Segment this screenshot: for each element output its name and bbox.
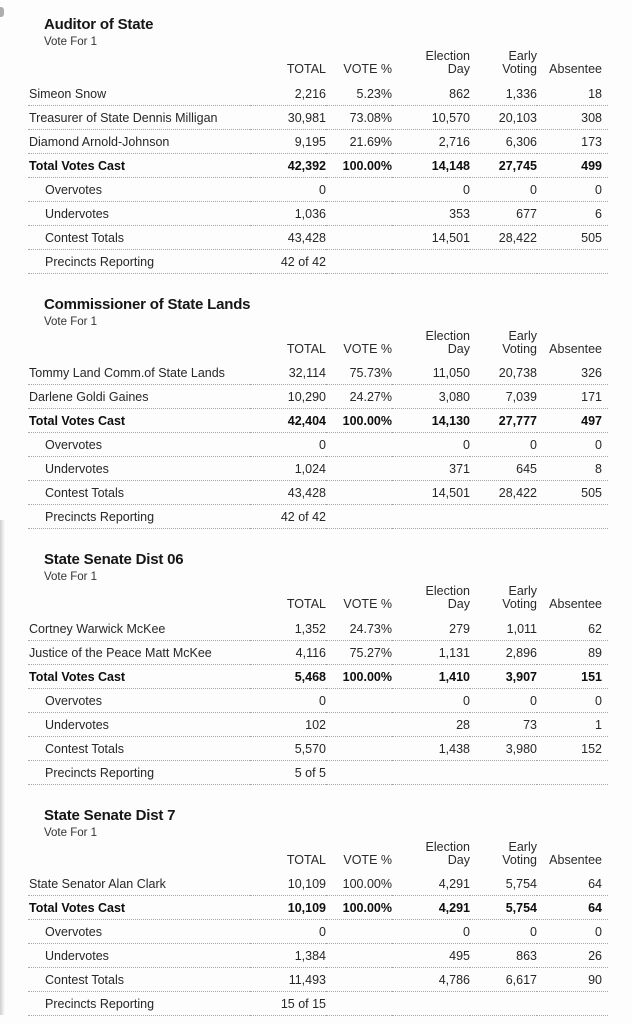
column-header-line: Day bbox=[447, 62, 470, 76]
cell-early-voting: 677 bbox=[470, 201, 537, 225]
cell-absentee: 151 bbox=[537, 664, 608, 688]
cell-total: 15 of 15 bbox=[250, 992, 326, 1016]
cell-total: 30,981 bbox=[250, 105, 326, 129]
result-row bbox=[28, 664, 608, 688]
cell-early-voting: 3,907 bbox=[470, 664, 537, 688]
cell-vote-percent bbox=[326, 433, 392, 457]
cell-vote-percent bbox=[326, 920, 392, 944]
cell-election-day: 1,438 bbox=[392, 736, 470, 760]
cell-vote-percent bbox=[326, 457, 392, 481]
row-label: Total Votes Cast bbox=[28, 896, 250, 920]
cell-early-voting bbox=[470, 505, 537, 529]
column-header-early-voting bbox=[470, 841, 537, 872]
cell-vote-percent bbox=[326, 225, 392, 249]
cell-total: 5,570 bbox=[250, 736, 326, 760]
cell-vote-percent bbox=[326, 688, 392, 712]
row-label: Cortney Warwick McKee bbox=[28, 616, 250, 640]
column-header-vote-percent bbox=[326, 585, 392, 616]
result-row bbox=[28, 736, 608, 760]
cell-election-day: 4,291 bbox=[392, 872, 470, 896]
result-row bbox=[28, 712, 608, 736]
cell-total: 32,114 bbox=[250, 361, 326, 385]
row-label: Undervotes bbox=[28, 712, 250, 736]
row-label: Contest Totals bbox=[28, 736, 250, 760]
result-row bbox=[28, 81, 608, 105]
vote-for-label: Vote For 1 bbox=[44, 571, 98, 583]
cell-early-voting: 863 bbox=[470, 944, 537, 968]
cell-total: 5,468 bbox=[250, 664, 326, 688]
cell-election-day: 371 bbox=[392, 457, 470, 481]
vote-for-label: Vote For 1 bbox=[44, 826, 98, 839]
column-header-line: Election bbox=[425, 49, 470, 63]
cell-total: 10,109 bbox=[250, 896, 326, 920]
results-table bbox=[28, 841, 608, 1017]
header-row bbox=[28, 50, 608, 81]
column-header-line: Election bbox=[425, 584, 470, 598]
cell-absentee: 173 bbox=[537, 129, 608, 153]
result-row bbox=[28, 920, 608, 944]
column-header-line: Voting bbox=[502, 62, 537, 76]
cell-vote-percent bbox=[326, 201, 392, 225]
cell-vote-percent: 24.73% bbox=[326, 616, 392, 640]
cell-early-voting bbox=[470, 760, 537, 784]
cell-vote-percent bbox=[326, 992, 392, 1016]
cell-total: 102 bbox=[250, 712, 326, 736]
result-row bbox=[28, 361, 608, 385]
cell-election-day: 4,291 bbox=[392, 896, 470, 920]
column-header-line: Absentee bbox=[549, 341, 602, 356]
result-row bbox=[28, 457, 608, 481]
result-row bbox=[28, 944, 608, 968]
cell-early-voting bbox=[470, 992, 537, 1016]
cell-vote-percent: 75.27% bbox=[326, 640, 392, 664]
results-body bbox=[28, 361, 608, 529]
cell-early-voting: 0 bbox=[470, 920, 537, 944]
row-label: Contest Totals bbox=[28, 968, 250, 992]
cell-vote-percent: 73.08% bbox=[326, 105, 392, 129]
cell-election-day: 279 bbox=[392, 616, 470, 640]
cell-absentee bbox=[537, 505, 608, 529]
contest-section bbox=[0, 806, 632, 1017]
result-row bbox=[28, 968, 608, 992]
column-header-line: VOTE % bbox=[343, 597, 392, 611]
cell-absentee bbox=[537, 992, 608, 1016]
cell-election-day bbox=[392, 249, 470, 273]
result-row bbox=[28, 481, 608, 505]
cell-election-day: 1,131 bbox=[392, 640, 470, 664]
cell-absentee: 8 bbox=[537, 457, 608, 481]
cell-election-day: 0 bbox=[392, 688, 470, 712]
cell-election-day: 10,570 bbox=[392, 105, 470, 129]
row-label: Precincts Reporting bbox=[28, 760, 250, 784]
row-label: Undervotes bbox=[28, 944, 250, 968]
row-label: Overvotes bbox=[28, 688, 250, 712]
column-header-line: Early bbox=[508, 328, 537, 343]
cell-election-day bbox=[392, 760, 470, 784]
cell-total: 11,493 bbox=[250, 968, 326, 992]
cell-absentee: 0 bbox=[537, 688, 608, 712]
cell-election-day: 3,080 bbox=[392, 385, 470, 409]
column-header-line: Election bbox=[425, 328, 470, 343]
result-row bbox=[28, 201, 608, 225]
column-header-absentee bbox=[537, 50, 608, 81]
column-header-total bbox=[250, 841, 326, 872]
column-header-line: VOTE % bbox=[343, 852, 392, 867]
column-header-vote-percent bbox=[326, 841, 392, 872]
row-label: Diamond Arnold-Johnson bbox=[28, 129, 250, 153]
cell-absentee: 6 bbox=[537, 201, 608, 225]
cell-absentee bbox=[537, 249, 608, 273]
cell-absentee: 505 bbox=[537, 481, 608, 505]
section-title: State Senate Dist 7 bbox=[44, 806, 176, 824]
row-label: Contest Totals bbox=[28, 481, 250, 505]
column-header-line: TOTAL bbox=[286, 341, 326, 356]
row-label: Justice of the Peace Matt McKee bbox=[28, 640, 250, 664]
results-body bbox=[28, 81, 608, 273]
cell-vote-percent bbox=[326, 968, 392, 992]
cell-total: 43,428 bbox=[250, 225, 326, 249]
header-label-spacer bbox=[28, 585, 250, 616]
cell-absentee: 0 bbox=[537, 433, 608, 457]
result-row bbox=[28, 409, 608, 433]
column-header-election-day bbox=[392, 50, 470, 81]
column-header-total bbox=[250, 330, 326, 361]
cell-early-voting bbox=[470, 249, 537, 273]
column-header-line: TOTAL bbox=[286, 852, 326, 867]
cell-early-voting: 6,306 bbox=[470, 129, 537, 153]
cell-vote-percent: 100.00% bbox=[326, 896, 392, 920]
cell-absentee: 499 bbox=[537, 153, 608, 177]
row-label: Total Votes Cast bbox=[28, 664, 250, 688]
column-header-early-voting bbox=[470, 585, 537, 616]
cell-election-day: 14,130 bbox=[392, 409, 470, 433]
row-label: Total Votes Cast bbox=[28, 409, 250, 433]
cell-election-day bbox=[392, 992, 470, 1016]
cell-total: 0 bbox=[250, 920, 326, 944]
cell-absentee: 62 bbox=[537, 616, 608, 640]
column-header-line: Absentee bbox=[549, 597, 602, 611]
header-row bbox=[28, 330, 608, 361]
section-title: State Senate Dist 06 bbox=[44, 551, 184, 568]
result-row bbox=[28, 177, 608, 201]
row-label: Darlene Goldi Gaines bbox=[28, 385, 250, 409]
result-row bbox=[28, 225, 608, 249]
result-row bbox=[28, 992, 608, 1016]
cell-total: 4,116 bbox=[250, 640, 326, 664]
cell-early-voting: 7,039 bbox=[470, 385, 537, 409]
cell-absentee: 152 bbox=[537, 736, 608, 760]
results-table bbox=[28, 50, 608, 274]
cell-total: 43,428 bbox=[250, 481, 326, 505]
cell-early-voting: 20,738 bbox=[470, 361, 537, 385]
cell-vote-percent bbox=[326, 736, 392, 760]
row-label: Simeon Snow bbox=[28, 81, 250, 105]
header-row bbox=[28, 841, 608, 872]
result-row bbox=[28, 153, 608, 177]
header-label-spacer bbox=[28, 50, 250, 81]
cell-election-day: 4,786 bbox=[392, 968, 470, 992]
section-title: Auditor of State bbox=[44, 16, 154, 33]
cell-absentee bbox=[537, 760, 608, 784]
row-label: Total Votes Cast bbox=[28, 153, 250, 177]
column-header-election-day bbox=[392, 841, 470, 872]
cell-absentee: 64 bbox=[537, 896, 608, 920]
row-label: Undervotes bbox=[28, 201, 250, 225]
column-header-line: Absentee bbox=[549, 62, 602, 76]
cell-absentee: 89 bbox=[537, 640, 608, 664]
cell-absentee: 18 bbox=[537, 81, 608, 105]
cell-total: 10,109 bbox=[250, 872, 326, 896]
cell-election-day: 11,050 bbox=[392, 361, 470, 385]
row-label: Precincts Reporting bbox=[28, 505, 250, 529]
cell-election-day: 2,716 bbox=[392, 129, 470, 153]
cell-early-voting: 0 bbox=[470, 177, 537, 201]
cell-vote-percent bbox=[326, 712, 392, 736]
column-header-total bbox=[250, 50, 326, 81]
contest-section bbox=[0, 15, 632, 274]
cell-election-day: 862 bbox=[392, 81, 470, 105]
cell-vote-percent: 21.69% bbox=[326, 129, 392, 153]
result-row bbox=[28, 129, 608, 153]
result-row bbox=[28, 640, 608, 664]
cell-absentee: 26 bbox=[537, 944, 608, 968]
cell-absentee: 505 bbox=[537, 225, 608, 249]
column-header-line: Day bbox=[447, 341, 470, 356]
cell-absentee: 0 bbox=[537, 920, 608, 944]
header-label-spacer bbox=[28, 841, 250, 872]
header-label-spacer bbox=[28, 330, 250, 361]
column-header-line: Early bbox=[508, 584, 537, 598]
cell-early-voting: 28,422 bbox=[470, 225, 537, 249]
column-header-election-day bbox=[392, 585, 470, 616]
result-row bbox=[28, 505, 608, 529]
cell-absentee: 64 bbox=[537, 872, 608, 896]
result-row bbox=[28, 896, 608, 920]
results-body bbox=[28, 872, 608, 1016]
column-header-line: Voting bbox=[502, 852, 537, 867]
cell-election-day: 0 bbox=[392, 177, 470, 201]
results-table bbox=[28, 330, 608, 530]
result-row bbox=[28, 688, 608, 712]
column-header-vote-percent bbox=[326, 50, 392, 81]
cell-absentee: 90 bbox=[537, 968, 608, 992]
column-header-line: Day bbox=[447, 852, 470, 867]
cell-absentee: 497 bbox=[537, 409, 608, 433]
cell-total: 42,404 bbox=[250, 409, 326, 433]
cell-early-voting: 645 bbox=[470, 457, 537, 481]
result-row bbox=[28, 872, 608, 896]
contest-section bbox=[0, 550, 632, 785]
header-row bbox=[28, 585, 608, 616]
cell-total: 42 of 42 bbox=[250, 505, 326, 529]
cell-vote-percent bbox=[326, 760, 392, 784]
column-header-early-voting bbox=[470, 50, 537, 81]
column-header-election-day bbox=[392, 330, 470, 361]
cell-absentee: 308 bbox=[537, 105, 608, 129]
cell-absentee: 0 bbox=[537, 177, 608, 201]
column-header-line: Election bbox=[425, 839, 470, 854]
column-header-absentee bbox=[537, 585, 608, 616]
cell-total: 9,195 bbox=[250, 129, 326, 153]
cell-absentee: 171 bbox=[537, 385, 608, 409]
cell-election-day bbox=[392, 505, 470, 529]
cell-early-voting: 20,103 bbox=[470, 105, 537, 129]
cell-absentee: 326 bbox=[537, 361, 608, 385]
cell-election-day: 495 bbox=[392, 944, 470, 968]
column-header-line: Day bbox=[447, 597, 470, 611]
column-header-line: TOTAL bbox=[286, 62, 326, 76]
cell-total: 1,352 bbox=[250, 616, 326, 640]
cell-vote-percent bbox=[326, 481, 392, 505]
cell-election-day: 0 bbox=[392, 433, 470, 457]
column-header-line: Voting bbox=[502, 597, 537, 611]
cell-total: 1,036 bbox=[250, 201, 326, 225]
result-row bbox=[28, 105, 608, 129]
cell-early-voting: 0 bbox=[470, 688, 537, 712]
cell-vote-percent bbox=[326, 944, 392, 968]
result-row bbox=[28, 249, 608, 273]
cell-early-voting: 3,980 bbox=[470, 736, 537, 760]
cell-total: 0 bbox=[250, 688, 326, 712]
row-label: Tommy Land Comm.of State Lands bbox=[28, 361, 250, 385]
row-label: Contest Totals bbox=[28, 225, 250, 249]
column-header-absentee bbox=[537, 841, 608, 872]
vote-for-label: Vote For 1 bbox=[44, 36, 98, 48]
results-body bbox=[28, 616, 608, 784]
row-label: Precincts Reporting bbox=[28, 992, 250, 1016]
column-header-line: Absentee bbox=[549, 852, 602, 867]
cell-election-day: 1,410 bbox=[392, 664, 470, 688]
cell-total: 10,290 bbox=[250, 385, 326, 409]
cell-vote-percent: 24.27% bbox=[326, 385, 392, 409]
cell-early-voting: 1,011 bbox=[470, 616, 537, 640]
contest-section bbox=[0, 295, 632, 530]
column-header-total bbox=[250, 585, 326, 616]
cell-vote-percent: 75.73% bbox=[326, 361, 392, 385]
section-title: Commissioner of State Lands bbox=[44, 295, 251, 313]
results-table bbox=[28, 585, 608, 785]
cell-early-voting: 6,617 bbox=[470, 968, 537, 992]
cell-total: 1,024 bbox=[250, 457, 326, 481]
result-row bbox=[28, 616, 608, 640]
result-row bbox=[28, 433, 608, 457]
cell-early-voting: 73 bbox=[470, 712, 537, 736]
cell-early-voting: 28,422 bbox=[470, 481, 537, 505]
cell-election-day: 28 bbox=[392, 712, 470, 736]
cell-election-day: 14,148 bbox=[392, 153, 470, 177]
cell-total: 42,392 bbox=[250, 153, 326, 177]
cell-vote-percent bbox=[326, 249, 392, 273]
cell-election-day: 14,501 bbox=[392, 225, 470, 249]
cell-election-day: 14,501 bbox=[392, 481, 470, 505]
cell-total: 42 of 42 bbox=[250, 249, 326, 273]
cell-election-day: 353 bbox=[392, 201, 470, 225]
column-header-line: Voting bbox=[502, 341, 537, 356]
vote-for-label: Vote For 1 bbox=[44, 315, 98, 328]
column-header-line: Early bbox=[508, 49, 537, 63]
cell-vote-percent bbox=[326, 177, 392, 201]
row-label: State Senator Alan Clark bbox=[28, 872, 250, 896]
cell-total: 0 bbox=[250, 433, 326, 457]
cell-total: 0 bbox=[250, 177, 326, 201]
result-row bbox=[28, 760, 608, 784]
cell-total: 5 of 5 bbox=[250, 760, 326, 784]
column-header-line: VOTE % bbox=[343, 62, 392, 76]
cell-vote-percent: 5.23% bbox=[326, 81, 392, 105]
row-label: Overvotes bbox=[28, 920, 250, 944]
row-label: Overvotes bbox=[28, 177, 250, 201]
cell-absentee: 1 bbox=[537, 712, 608, 736]
cell-vote-percent: 100.00% bbox=[326, 409, 392, 433]
column-header-early-voting bbox=[470, 330, 537, 361]
cell-early-voting: 0 bbox=[470, 433, 537, 457]
row-label: Overvotes bbox=[28, 433, 250, 457]
column-header-absentee bbox=[537, 330, 608, 361]
column-header-vote-percent bbox=[326, 330, 392, 361]
cell-vote-percent: 100.00% bbox=[326, 664, 392, 688]
cell-early-voting: 5,754 bbox=[470, 872, 537, 896]
cell-election-day: 0 bbox=[392, 920, 470, 944]
column-header-line: Early bbox=[508, 839, 537, 854]
column-header-line: VOTE % bbox=[343, 341, 392, 356]
cell-vote-percent: 100.00% bbox=[326, 872, 392, 896]
row-label: Undervotes bbox=[28, 457, 250, 481]
cell-early-voting: 1,336 bbox=[470, 81, 537, 105]
result-row bbox=[28, 385, 608, 409]
cell-total: 1,384 bbox=[250, 944, 326, 968]
cell-early-voting: 27,777 bbox=[470, 409, 537, 433]
row-label: Treasurer of State Dennis Milligan bbox=[28, 105, 250, 129]
cell-early-voting: 2,896 bbox=[470, 640, 537, 664]
cell-early-voting: 5,754 bbox=[470, 896, 537, 920]
cell-early-voting: 27,745 bbox=[470, 153, 537, 177]
row-label: Precincts Reporting bbox=[28, 249, 250, 273]
cell-vote-percent bbox=[326, 505, 392, 529]
cell-vote-percent: 100.00% bbox=[326, 153, 392, 177]
column-header-line: TOTAL bbox=[286, 597, 326, 611]
cell-total: 2,216 bbox=[250, 81, 326, 105]
